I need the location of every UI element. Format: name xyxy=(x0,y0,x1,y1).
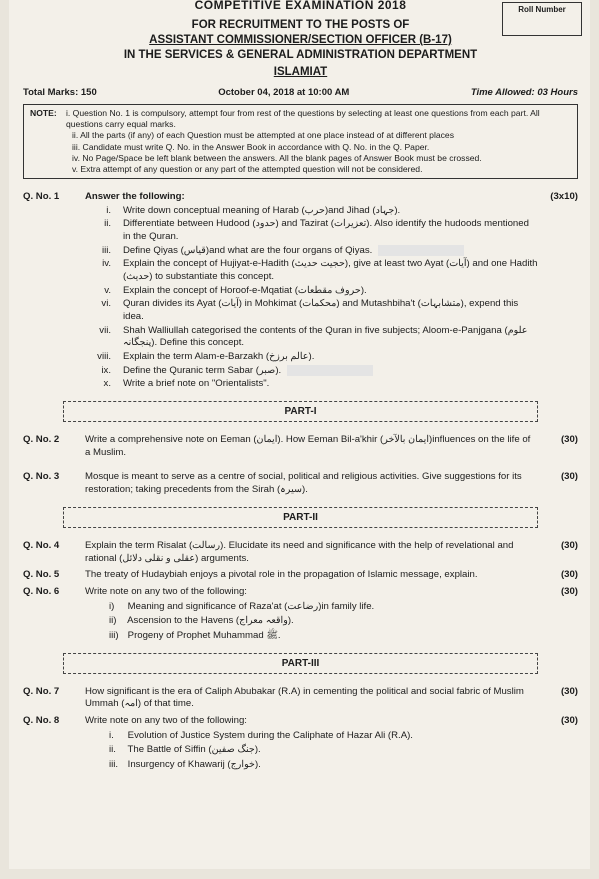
question-text: Write a comprehensive note on Eeman (ایمان). How Eeman Bil-a'khir (ایمان بالآخر)influences on the life of a Muslim. xyxy=(85,434,531,458)
sub-question xyxy=(85,351,538,364)
question-number: Q. No. 1 xyxy=(23,191,60,203)
question-text: Write note on any two of the following: xyxy=(85,585,247,597)
sub-question xyxy=(85,285,538,298)
question-number: Q. No. 5 xyxy=(23,569,60,581)
exam-header xyxy=(23,0,578,81)
note-item: i. Question No. 1 is compulsory, attempt four from rest of the questions by selecting at least one questions from each part. All questions carry equal marks. xyxy=(66,108,540,130)
question-text: Mosque is meant to serve as a centre of social, political and religious activities. Give suggestions for its restoration; taking precedents from the Sirah (سیرہ). xyxy=(85,471,522,496)
sub-number: ix. xyxy=(101,364,111,376)
question-2 xyxy=(23,434,578,459)
exam-title: COMPETITIVE EXAMINATION 2018 xyxy=(194,0,407,12)
roll-number-box xyxy=(502,2,582,36)
total-marks: Total Marks: 150 xyxy=(23,86,97,98)
part-header: PART-II xyxy=(63,507,538,528)
question-7 xyxy=(23,686,578,711)
time-allowed: Time Allowed: 03 Hours xyxy=(470,86,578,98)
sub-number: vii. xyxy=(99,324,111,336)
question-5 xyxy=(23,569,578,582)
sub-text: Progeny of Prophet Muhammad ﷺ. xyxy=(127,629,281,641)
question-marks: (30) xyxy=(560,434,578,446)
question-text: The treaty of Hudaybiah enjoys a pivotal role in the propagation of Islamic message, explain. xyxy=(85,569,478,581)
sub-question xyxy=(85,245,538,258)
question-number: Q. No. 2 xyxy=(23,434,60,446)
sub-number: iii. xyxy=(101,244,111,256)
question-number: Q. No. 3 xyxy=(23,471,60,483)
sub-text: Meaning and significance of Raza'at (رضاعت)in family life. xyxy=(127,600,375,612)
instructions-box xyxy=(23,104,578,179)
sub-text xyxy=(123,365,538,378)
sub-text: Explain the concept of Hujiyat-e-Hadith (حجیت حدیث), give at least two Ayat (آیات) and one Hadith (حدیث) to substantiate this concept. xyxy=(123,258,538,283)
note-item: iv. No Page/Space be left blank between the answers. All the blank pages of Answer Book must be crossed. xyxy=(72,152,482,163)
question-marks: (30) xyxy=(560,715,578,727)
sub-number: vi. xyxy=(101,298,111,310)
department-line: IN THE SERVICES & GENERAL ADMINISTRATION DEPARTMENT xyxy=(123,49,478,62)
part-header: PART-III xyxy=(63,653,538,674)
sub-question xyxy=(85,759,538,772)
question-4 xyxy=(23,540,578,565)
sub-number: i. xyxy=(106,204,111,216)
sub-question xyxy=(85,615,538,628)
sub-question xyxy=(85,744,538,757)
subject-title: ISLAMIAT xyxy=(273,66,328,79)
part-header: PART-I xyxy=(63,401,538,422)
question-number: Q. No. 8 xyxy=(23,715,60,727)
sub-text-content: Define Qiyas (قیاس)and what are the four organs of Qiyas. xyxy=(123,244,373,256)
note-item: ii. All the parts (if any) of each Question must be attempted at one place instead of at different places xyxy=(72,130,455,141)
sub-text: Differentiate between Hudood (حدود) and Tazirat (تعزیرات). Also identify the hudoods mentioned in the Quran. xyxy=(123,218,529,243)
question-text: How significant is the era of Caliph Abubakar (R.A) in cementing the political and social fabric of Muslim Ummah (امہ) of that time. xyxy=(85,685,524,710)
sub-text: Explain the concept of Horoof-e-Mqatiat (حروف مقطعات). xyxy=(123,284,367,296)
redaction-box xyxy=(287,365,373,376)
sub-question xyxy=(85,298,538,323)
exam-date: October 04, 2018 at 10:00 AM xyxy=(218,86,350,98)
sub-question xyxy=(85,630,538,643)
sub-number: x. xyxy=(103,378,111,390)
sub-text: Evolution of Justice System during the Caliphate of Hazar Ali (R.A). xyxy=(127,729,413,741)
question-number: Q. No. 7 xyxy=(23,685,60,697)
sub-question xyxy=(85,218,538,243)
question-text: Write note on any two of the following: xyxy=(85,715,247,727)
sub-number: viii. xyxy=(97,350,111,362)
sub-text-content: Define the Quranic term Sabar (صبر). xyxy=(123,364,282,376)
sub-question xyxy=(85,325,538,350)
sub-text: Shah Walliullah categorised the contents of the Quran in five subjects; Aloom-e-Panjgana (علوم پنجگانہ). Define this concept. xyxy=(123,324,528,349)
sub-text: Write down conceptual meaning of Harab (حرب)and Jihad (جہاد). xyxy=(123,204,401,216)
sub-text: Insurgency of Khawarij (خوارج). xyxy=(127,759,261,771)
sub-number: iii) xyxy=(109,629,119,641)
question-marks: (3x10) xyxy=(550,191,578,203)
sub-number: ii. xyxy=(109,744,116,756)
sub-number: v. xyxy=(104,284,111,296)
question-number: Q. No. 6 xyxy=(23,585,60,597)
sub-text: Write a brief note on "Orientalists". xyxy=(123,378,270,390)
sub-text: Ascension to the Havens (واقعہ معراج). xyxy=(127,615,294,627)
sub-question xyxy=(85,205,538,218)
question-marks: (30) xyxy=(560,685,578,697)
question-6 xyxy=(23,586,578,643)
question-8 xyxy=(23,715,578,772)
question-marks: (30) xyxy=(560,539,578,551)
sub-text: Quran divides its Ayat (آیات) in Mohkimat (محکمات) and Mutashbiha't (متشابہات), expend this idea. xyxy=(123,298,519,323)
question-marks: (30) xyxy=(560,569,578,581)
question-body xyxy=(85,191,538,391)
note-item: v. Extra attempt of any question or any part of the attempted question will not be considered. xyxy=(72,163,423,174)
note-item: iii. Candidate must write Q. No. in the Answer Book in accordance with Q. No. in the Q. Paper. xyxy=(72,141,430,152)
sub-question xyxy=(85,365,538,378)
exam-meta xyxy=(23,87,578,100)
roll-number-label: Roll Number xyxy=(518,5,566,14)
sub-number: iii. xyxy=(109,759,119,771)
question-marks: (30) xyxy=(560,471,578,483)
question-text: Answer the following: xyxy=(85,191,185,203)
exam-paper xyxy=(9,0,590,869)
sub-number: ii) xyxy=(109,615,117,627)
sub-number: iv. xyxy=(102,258,111,270)
recruitment-line: FOR RECRUITMENT TO THE POSTS OF xyxy=(191,18,410,31)
sub-text xyxy=(123,245,538,258)
question-body xyxy=(85,586,538,643)
question-text: Explain the term Risalat (رسالت). Elucidate its need and significance with the help of revelational and rational (عقلی و نقلی دلائل) arguments. xyxy=(85,539,514,564)
sub-text: Explain the term Alam-e-Barzakh (عالم برزخ). xyxy=(123,350,315,362)
sub-text: The Battle of Siffin (جنگ صفین). xyxy=(127,744,261,756)
redaction-box xyxy=(378,245,464,256)
sub-question xyxy=(85,258,538,283)
sub-number: i. xyxy=(109,729,114,741)
question-3 xyxy=(23,471,578,496)
sub-question xyxy=(85,378,538,391)
question-marks: (30) xyxy=(560,585,578,597)
note-row xyxy=(30,108,571,130)
sub-question xyxy=(85,601,538,614)
post-line: ASSISTANT COMMISSIONER/SECTION OFFICER (B-17) xyxy=(149,34,452,46)
question-number: Q. No. 4 xyxy=(23,539,60,551)
sub-number: i) xyxy=(109,600,115,612)
note-label: NOTE: xyxy=(30,108,57,119)
sub-question xyxy=(85,730,538,743)
question-1 xyxy=(23,191,578,391)
sub-number: ii. xyxy=(104,218,111,230)
question-body xyxy=(85,715,538,772)
